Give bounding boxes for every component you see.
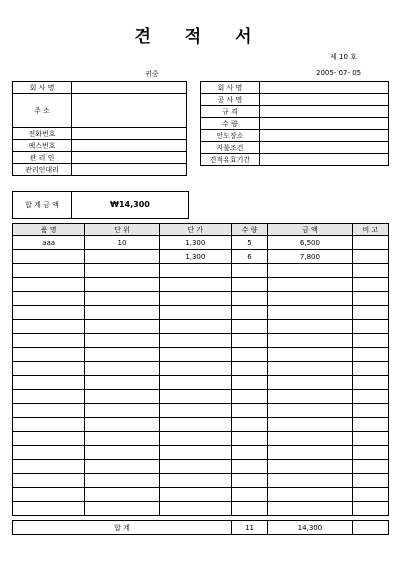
empty-cell[interactable]: [352, 264, 388, 278]
table-row: [13, 404, 389, 418]
client-row-manager: [13, 152, 187, 164]
empty-cell[interactable]: [352, 502, 388, 516]
table-row: [13, 306, 389, 320]
empty-cell[interactable]: [231, 376, 267, 390]
recipient-suffix: 귀중: [145, 70, 159, 78]
column-header: 비 고: [352, 224, 388, 236]
empty-cell[interactable]: [85, 404, 159, 418]
supplier-label: 회 사 명: [201, 82, 260, 94]
empty-cell[interactable]: [268, 502, 353, 516]
empty-cell[interactable]: [159, 446, 231, 460]
empty-cell[interactable]: [13, 432, 85, 446]
table-row: [13, 446, 389, 460]
supplier-label: 공 사 명: [201, 94, 260, 106]
empty-cell[interactable]: [13, 348, 85, 362]
supplier-label: 지불조건: [201, 142, 260, 154]
empty-cell[interactable]: [352, 362, 388, 376]
empty-cell[interactable]: [231, 334, 267, 348]
item-name-cell[interactable]: aaa: [13, 236, 85, 250]
empty-cell[interactable]: [268, 474, 353, 488]
empty-cell[interactable]: [85, 460, 159, 474]
supplier-row: [201, 118, 389, 130]
document-title: 견 적 서: [134, 27, 266, 47]
empty-cell[interactable]: [352, 474, 388, 488]
document-date: 2005- 07- 05: [316, 69, 362, 77]
total-amount-box: [12, 191, 189, 219]
empty-cell[interactable]: [352, 292, 388, 306]
table-row: [13, 432, 389, 446]
empty-cell[interactable]: [159, 320, 231, 334]
summary-note: [352, 521, 388, 535]
empty-cell[interactable]: [13, 446, 85, 460]
table-row: [13, 236, 389, 250]
empty-cell[interactable]: [85, 488, 159, 502]
supplier-value[interactable]: [259, 142, 388, 154]
empty-cell[interactable]: [85, 278, 159, 292]
column-header: 단 가: [159, 224, 231, 236]
client-label: 관리인대리: [13, 164, 72, 176]
empty-cell[interactable]: [85, 432, 159, 446]
empty-cell[interactable]: [13, 292, 85, 306]
empty-cell[interactable]: [85, 446, 159, 460]
client-label: 전화번호: [13, 128, 72, 140]
empty-cell[interactable]: [231, 404, 267, 418]
empty-cell[interactable]: [159, 292, 231, 306]
empty-cell[interactable]: [159, 390, 231, 404]
empty-cell[interactable]: [13, 474, 85, 488]
client-row-company: [13, 82, 187, 94]
item-note-cell[interactable]: [352, 250, 388, 264]
table-row: [13, 390, 389, 404]
empty-cell[interactable]: [13, 278, 85, 292]
client-label: 관 리 인: [13, 152, 72, 164]
client-row-address: [13, 94, 187, 128]
item-unit-cell[interactable]: [85, 250, 159, 264]
client-value[interactable]: [72, 164, 187, 176]
supplier-row: [201, 142, 389, 154]
empty-cell[interactable]: [85, 334, 159, 348]
empty-cell[interactable]: [231, 446, 267, 460]
empty-cell[interactable]: [352, 460, 388, 474]
empty-cell[interactable]: [13, 418, 85, 432]
empty-cell[interactable]: [352, 334, 388, 348]
empty-cell[interactable]: [13, 390, 85, 404]
empty-cell[interactable]: [268, 306, 353, 320]
empty-cell[interactable]: [159, 264, 231, 278]
empty-cell[interactable]: [268, 404, 353, 418]
empty-cell[interactable]: [231, 348, 267, 362]
empty-cell[interactable]: [352, 404, 388, 418]
column-header: 단 위: [85, 224, 159, 236]
client-value[interactable]: [72, 82, 187, 94]
empty-cell[interactable]: [159, 348, 231, 362]
client-row-phone: [13, 128, 187, 140]
empty-cell[interactable]: [85, 502, 159, 516]
summary-quantity: 11: [231, 521, 267, 535]
empty-cell[interactable]: [268, 390, 353, 404]
empty-cell[interactable]: [268, 278, 353, 292]
supplier-value[interactable]: [259, 94, 388, 106]
empty-cell[interactable]: [159, 474, 231, 488]
item-amount-cell[interactable]: 6,500: [268, 236, 353, 250]
empty-cell[interactable]: [352, 348, 388, 362]
empty-cell[interactable]: [231, 292, 267, 306]
empty-cell[interactable]: [352, 376, 388, 390]
empty-cell[interactable]: [85, 320, 159, 334]
empty-cell[interactable]: [268, 418, 353, 432]
items-table: [12, 223, 389, 516]
items-header-row: [13, 224, 389, 236]
empty-cell[interactable]: [159, 418, 231, 432]
empty-cell[interactable]: [159, 460, 231, 474]
item-name-cell[interactable]: [13, 250, 85, 264]
empty-cell[interactable]: [85, 292, 159, 306]
empty-cell[interactable]: [352, 390, 388, 404]
empty-cell[interactable]: [13, 376, 85, 390]
client-row-fax: [13, 140, 187, 152]
document-number: 제 10 호: [330, 53, 357, 61]
item-unit-cell[interactable]: 10: [85, 236, 159, 250]
empty-cell[interactable]: [85, 418, 159, 432]
column-header: 품 명: [13, 224, 85, 236]
supplier-value[interactable]: [259, 118, 388, 130]
empty-cell[interactable]: [231, 306, 267, 320]
summary-label: 합 계: [13, 521, 232, 535]
empty-cell[interactable]: [231, 474, 267, 488]
empty-cell[interactable]: [85, 376, 159, 390]
column-header: 수 량: [231, 224, 267, 236]
table-row: [13, 488, 389, 502]
total-amount-label: 합 계 금 액: [13, 192, 72, 218]
empty-cell[interactable]: [159, 502, 231, 516]
client-label: 주 소: [13, 94, 72, 128]
table-row: [13, 418, 389, 432]
supplier-value[interactable]: [259, 82, 388, 94]
empty-cell[interactable]: [13, 404, 85, 418]
supplier-value[interactable]: [259, 130, 388, 142]
client-info-table: [12, 81, 187, 176]
empty-cell[interactable]: [231, 320, 267, 334]
supplier-row: [201, 154, 389, 166]
table-row: [13, 292, 389, 306]
empty-cell[interactable]: [352, 432, 388, 446]
client-row-deputy: [13, 164, 187, 176]
empty-cell[interactable]: [85, 390, 159, 404]
supplier-row: [201, 82, 389, 94]
table-row: [13, 348, 389, 362]
client-label: 팩스번호: [13, 140, 72, 152]
table-row: [13, 474, 389, 488]
item-qty-cell[interactable]: 6: [231, 250, 267, 264]
summary-row: [13, 521, 389, 535]
empty-cell[interactable]: [352, 418, 388, 432]
table-row: [13, 264, 389, 278]
empty-cell[interactable]: [159, 306, 231, 320]
column-header: 금 액: [268, 224, 353, 236]
empty-cell[interactable]: [352, 306, 388, 320]
empty-cell[interactable]: [231, 264, 267, 278]
empty-cell[interactable]: [13, 334, 85, 348]
client-label: 회 사 명: [13, 82, 72, 94]
empty-cell[interactable]: [85, 362, 159, 376]
empty-cell[interactable]: [352, 278, 388, 292]
supplier-value[interactable]: [259, 106, 388, 118]
table-row: [13, 376, 389, 390]
total-amount-value: ₩14,300: [110, 200, 150, 209]
empty-cell[interactable]: [268, 376, 353, 390]
empty-cell[interactable]: [231, 488, 267, 502]
empty-cell[interactable]: [13, 362, 85, 376]
supplier-label: 인도장소: [201, 130, 260, 142]
table-row: [13, 502, 389, 516]
item-amount-cell[interactable]: 7,800: [268, 250, 353, 264]
empty-cell[interactable]: [13, 502, 85, 516]
item-note-cell[interactable]: [352, 236, 388, 250]
empty-cell[interactable]: [13, 460, 85, 474]
empty-cell[interactable]: [159, 488, 231, 502]
client-value[interactable]: [72, 140, 187, 152]
empty-cell[interactable]: [13, 320, 85, 334]
empty-cell[interactable]: [231, 390, 267, 404]
empty-cell[interactable]: [159, 334, 231, 348]
supplier-row: [201, 106, 389, 118]
table-row: [13, 250, 389, 264]
table-row: [13, 320, 389, 334]
empty-cell[interactable]: [352, 320, 388, 334]
supplier-info-table: [200, 81, 389, 166]
empty-cell[interactable]: [13, 264, 85, 278]
supplier-row: [201, 130, 389, 142]
item-price-cell[interactable]: 1,300: [159, 236, 231, 250]
empty-cell[interactable]: [352, 446, 388, 460]
empty-cell[interactable]: [268, 432, 353, 446]
empty-cell[interactable]: [268, 488, 353, 502]
empty-cell[interactable]: [268, 362, 353, 376]
supplier-label: 규 격: [201, 106, 260, 118]
empty-cell[interactable]: [159, 362, 231, 376]
supplier-value[interactable]: [259, 154, 388, 166]
table-row: [13, 460, 389, 474]
empty-cell[interactable]: [268, 334, 353, 348]
client-value[interactable]: [72, 152, 187, 164]
summary-amount: 14,300: [268, 521, 353, 535]
table-row: [13, 278, 389, 292]
empty-cell[interactable]: [231, 278, 267, 292]
empty-cell[interactable]: [268, 292, 353, 306]
empty-cell[interactable]: [268, 320, 353, 334]
empty-cell[interactable]: [159, 432, 231, 446]
empty-cell[interactable]: [231, 418, 267, 432]
empty-cell[interactable]: [159, 278, 231, 292]
empty-cell[interactable]: [85, 306, 159, 320]
supplier-row: [201, 94, 389, 106]
client-value[interactable]: [72, 128, 187, 140]
item-price-cell[interactable]: 1,300: [159, 250, 231, 264]
empty-cell[interactable]: [85, 348, 159, 362]
empty-cell[interactable]: [231, 460, 267, 474]
empty-cell[interactable]: [85, 264, 159, 278]
empty-cell[interactable]: [85, 474, 159, 488]
empty-cell[interactable]: [159, 376, 231, 390]
empty-cell[interactable]: [268, 348, 353, 362]
empty-cell[interactable]: [352, 488, 388, 502]
empty-cell[interactable]: [231, 502, 267, 516]
table-row: [13, 362, 389, 376]
empty-cell[interactable]: [13, 306, 85, 320]
empty-cell[interactable]: [268, 446, 353, 460]
table-row: [13, 334, 389, 348]
empty-cell[interactable]: [231, 432, 267, 446]
empty-cell[interactable]: [231, 362, 267, 376]
client-value[interactable]: [72, 94, 187, 128]
supplier-label: 수 량: [201, 118, 260, 130]
summary-table: [12, 520, 389, 535]
item-qty-cell[interactable]: 5: [231, 236, 267, 250]
empty-cell[interactable]: [159, 404, 231, 418]
empty-cell[interactable]: [268, 460, 353, 474]
supplier-label: 견적유효기간: [201, 154, 260, 166]
empty-cell[interactable]: [268, 264, 353, 278]
empty-cell[interactable]: [13, 488, 85, 502]
